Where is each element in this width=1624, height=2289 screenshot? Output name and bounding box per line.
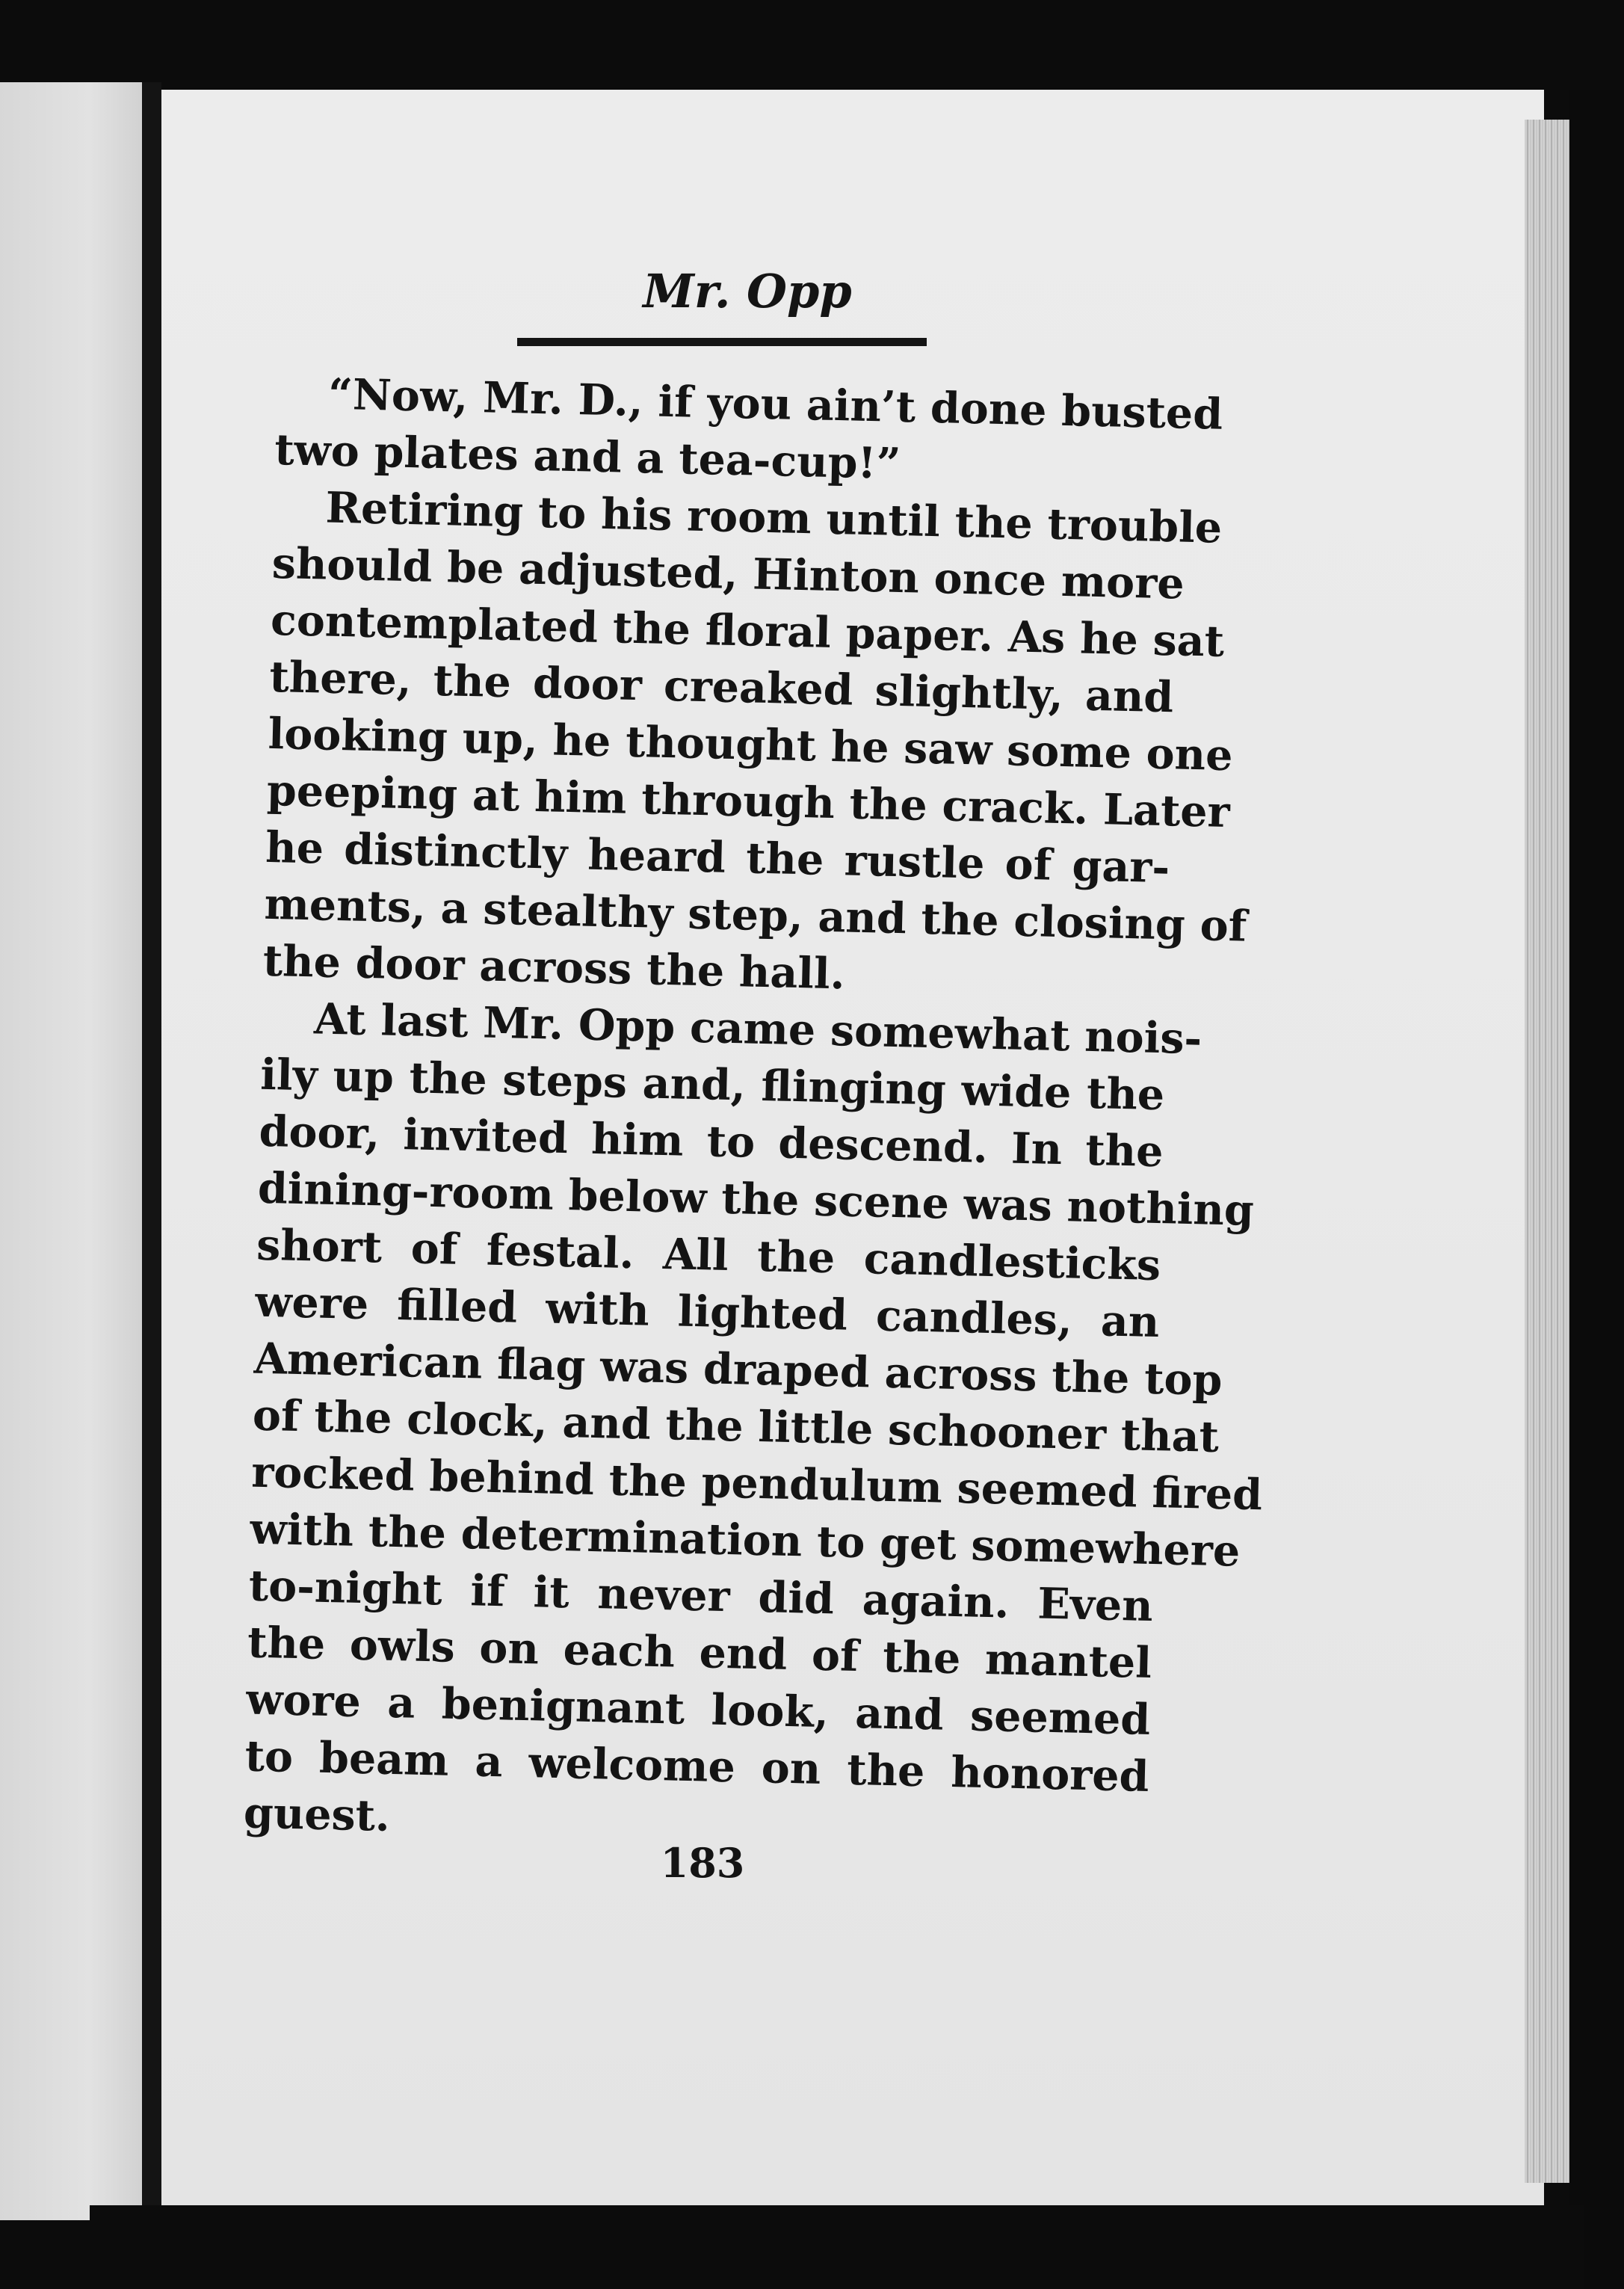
paragraph bbox=[262, 478, 1247, 1010]
text-line: peeping at him through the crack. Later bbox=[266, 765, 1231, 838]
text-line: to beam a welcome on the honored bbox=[244, 1731, 1150, 1802]
text-line: the owls on each end of the mantel bbox=[247, 1617, 1152, 1689]
text-line: with the determination to get somewhere bbox=[249, 1503, 1241, 1577]
text-line: “Now, Mr. D., if you ain’t done busted bbox=[327, 369, 1223, 440]
paragraph bbox=[274, 365, 1223, 499]
text-line: looking up, he thought he saw some one bbox=[268, 708, 1234, 781]
text-line: contemplated the floral paper. As he sat bbox=[270, 594, 1225, 667]
book-gutter bbox=[142, 82, 161, 2220]
scan-background-right bbox=[1569, 90, 1624, 2289]
text-line: of the clock, and the little schooner that bbox=[252, 1390, 1220, 1462]
page-number: 183 bbox=[660, 1839, 745, 1887]
text-line: dining-room below the scene was nothing bbox=[257, 1162, 1255, 1236]
text-line: were filled with lighted candles, an bbox=[254, 1276, 1161, 1348]
text-line: rocked behind the pendulum seemed fired bbox=[250, 1447, 1263, 1521]
body-text bbox=[243, 365, 1263, 1862]
text-line: short of festal. All the candlesticks bbox=[256, 1219, 1161, 1291]
text-line: wore a benignant look, and seemed bbox=[245, 1674, 1151, 1745]
text-line: two plates and a tea-cup!” bbox=[274, 424, 902, 489]
facing-page-edge bbox=[0, 82, 149, 2220]
scan-background-bottom bbox=[90, 2205, 1584, 2289]
text-line: to-night if it never did again. Even bbox=[248, 1560, 1154, 1632]
text-line: ments, a stealthy step, and the closing of bbox=[263, 878, 1247, 952]
text-line: ily up the steps and, flinging wide the bbox=[259, 1049, 1165, 1121]
page-fore-edge bbox=[1525, 120, 1569, 2183]
text-line: he distinctly heard the rustle of gar- bbox=[265, 822, 1170, 893]
text-line: door, invited him to descend. In the bbox=[258, 1106, 1164, 1177]
text-line: American flag was draped across the top bbox=[253, 1333, 1223, 1406]
text-line: there, the door creaked slightly, and bbox=[268, 651, 1174, 723]
text-line: Retiring to his room until the trouble bbox=[324, 482, 1223, 553]
text-line: guest. bbox=[243, 1787, 391, 1841]
text-line: should be adjusted, Hinton once more bbox=[271, 537, 1185, 609]
paragraph bbox=[243, 990, 1263, 1862]
text-line: At last Mr. Opp came somewhat nois- bbox=[313, 993, 1202, 1065]
running-head-rule bbox=[517, 338, 927, 346]
text-line: the door across the hall. bbox=[262, 935, 846, 999]
running-head: Mr. Opp bbox=[643, 264, 852, 318]
